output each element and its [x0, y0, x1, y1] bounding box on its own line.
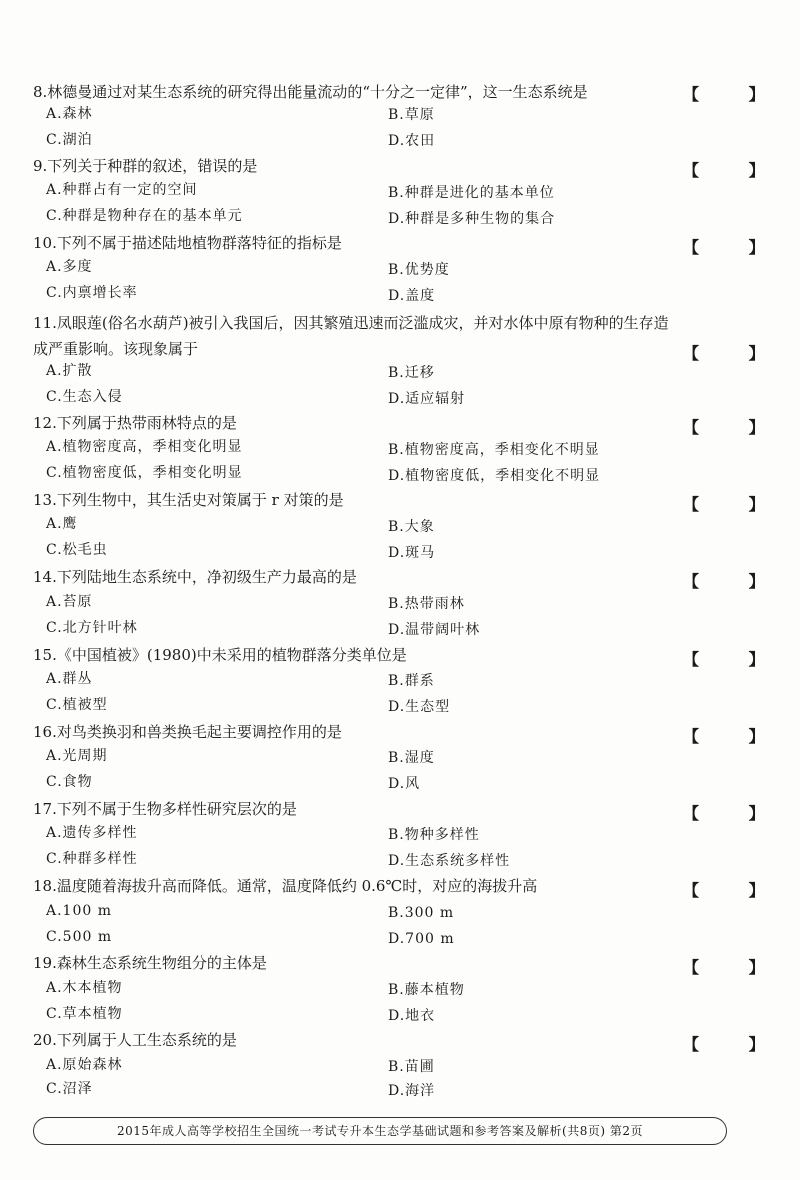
option-a: A.群丛	[46, 671, 93, 687]
option-d: D.生态系统多样性	[388, 853, 511, 869]
option-d: D.海洋	[388, 1083, 436, 1099]
option-c: C.草本植物	[46, 1006, 123, 1022]
option-a: A.遗传多样性	[46, 825, 138, 841]
question-stem: 17.下列不属于生物多样性研究层次的是	[33, 800, 297, 818]
option-d: D.种群是多种生物的集合	[388, 211, 556, 227]
option-c: C.种群多样性	[46, 851, 138, 867]
option-d: D.盖度	[388, 288, 436, 304]
option-a: A.种群占有一定的空间	[46, 182, 198, 198]
question-stem: 14.下列陆地生态系统中，净初级生产力最高的是	[33, 568, 357, 586]
answer-bracket: 【 】	[683, 881, 787, 900]
option-d: D.温带阔叶林	[388, 622, 481, 638]
option-b: B.苗圃	[388, 1059, 435, 1075]
option-d: D.地衣	[388, 1008, 436, 1024]
option-c: C.500 m	[46, 929, 113, 945]
option-a: A.100 m	[46, 903, 113, 919]
answer-bracket: 【 】	[683, 85, 787, 104]
answer-bracket: 【 】	[683, 958, 787, 977]
option-c: C.生态入侵	[46, 389, 123, 405]
option-a: A.原始森林	[46, 1057, 123, 1073]
question-stem: 8.林德曼通过对某生态系统的研究得出能量流动的“十分之一定律”，这一生态系统是	[33, 83, 588, 101]
option-b: B.300 m	[388, 905, 455, 921]
option-b: B.迁移	[388, 365, 435, 381]
answer-bracket: 【 】	[683, 344, 787, 363]
option-a: A.木本植物	[46, 980, 123, 996]
option-c: C.北方针叶林	[46, 620, 138, 636]
option-d: D.适应辐射	[388, 391, 466, 407]
answer-bracket: 【 】	[683, 650, 787, 669]
option-c: C.沼泽	[46, 1081, 93, 1097]
option-a: A.植物密度高，季相变化明显	[46, 439, 243, 455]
option-c: C.松毛虫	[46, 542, 108, 558]
option-d: D.风	[388, 776, 421, 792]
question-stem: 12.下列属于热带雨林特点的是	[33, 414, 237, 432]
option-b: B.植物密度高，季相变化不明显	[388, 442, 600, 458]
option-c: C.食物	[46, 774, 93, 790]
option-b: B.群系	[388, 673, 435, 689]
question-stem: 11.凤眼莲(俗名水葫芦)被引入我国后，因其繁殖迅速而泛滥成灾，并对水体中原有物种的生存造 成严重影响。该现象属于	[33, 314, 669, 358]
page-footer: 2015年成人高等学校招生全国统一考试专升本生态学基础试题和参考答案及解析(共8页) 第2页	[33, 1117, 727, 1145]
answer-bracket: 【 】	[683, 727, 787, 746]
question-stem: 10.下列不属于描述陆地植物群落特征的指标是	[33, 234, 342, 252]
option-d: D.700 m	[388, 931, 455, 947]
option-b: B.草原	[388, 107, 435, 123]
option-a: A.苔原	[46, 594, 93, 610]
option-a: A.光周期	[46, 748, 108, 764]
question-stem: 18.温度随着海拔升高而降低。通常，温度降低约 0.6℃时，对应的海拔升高	[33, 877, 538, 895]
option-a: A.扩散	[46, 363, 93, 379]
option-a: A.多度	[46, 259, 93, 275]
answer-bracket: 【 】	[683, 1035, 787, 1054]
option-d: D.植物密度低，季相变化不明显	[388, 468, 601, 484]
option-b: B.物种多样性	[388, 827, 480, 843]
question-stem: 16.对鸟类换羽和兽类换毛起主要调控作用的是	[33, 723, 342, 741]
option-c: C.湖泊	[46, 132, 93, 148]
option-b: B.优势度	[388, 262, 450, 278]
option-b: B.湿度	[388, 750, 435, 766]
option-c: C.内禀增长率	[46, 285, 138, 301]
answer-bracket: 【 】	[683, 418, 787, 437]
question-stem: 15.《中国植被》(1980)中未采用的植物群落分类单位是	[33, 646, 407, 664]
answer-bracket: 【 】	[683, 495, 787, 514]
question-stem: 9.下列关于种群的叙述，错误的是	[33, 157, 258, 175]
option-a: A.森林	[46, 106, 93, 122]
option-a: A.鹰	[46, 516, 78, 532]
option-c: C.植被型	[46, 697, 108, 713]
option-b: B.大象	[388, 519, 435, 535]
answer-bracket: 【 】	[683, 161, 787, 180]
question-stem: 19.森林生态系统生物组分的主体是	[33, 954, 267, 972]
answer-bracket: 【 】	[683, 238, 787, 257]
option-c: C.植物密度低，季相变化明显	[46, 465, 243, 481]
question-stem: 20.下列属于人工生态系统的是	[33, 1031, 237, 1049]
option-d: D.生态型	[388, 699, 451, 715]
option-b: B.种群是进化的基本单位	[388, 185, 555, 201]
question-stem: 13.下列生物中，其生活史对策属于 r 对策的是	[33, 491, 344, 509]
answer-bracket: 【 】	[683, 572, 787, 591]
option-b: B.藤本植物	[388, 982, 465, 998]
option-c: C.种群是物种存在的基本单元	[46, 208, 243, 224]
option-d: D.农田	[388, 133, 436, 149]
answer-bracket: 【 】	[683, 804, 787, 823]
option-d: D.斑马	[388, 545, 436, 561]
option-b: B.热带雨林	[388, 596, 465, 612]
